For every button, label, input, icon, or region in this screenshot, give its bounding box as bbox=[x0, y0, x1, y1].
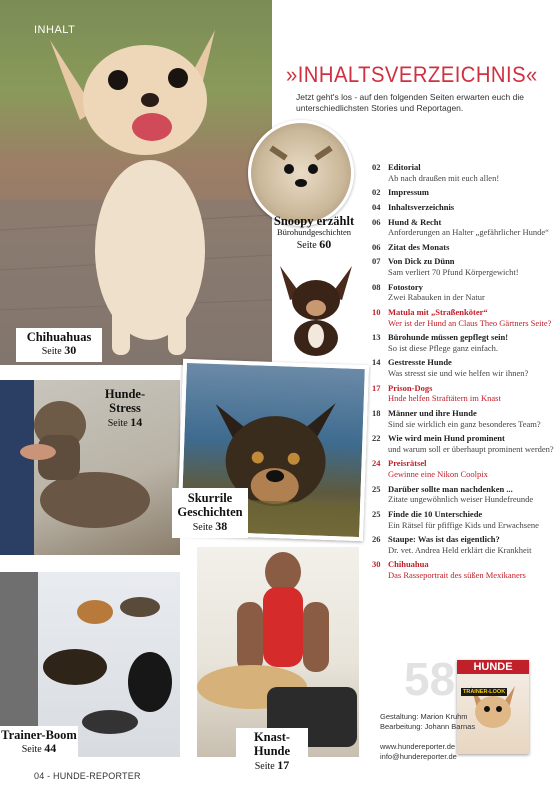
caption-stress-title: Hunde-Stress bbox=[104, 387, 146, 416]
email-link[interactable]: info@hundereporter.de bbox=[380, 752, 457, 762]
caption-snoopy bbox=[272, 214, 356, 252]
toc-entry-body bbox=[388, 559, 526, 580]
toc-entry[interactable] bbox=[372, 307, 554, 328]
caption-knast bbox=[236, 728, 308, 777]
toc-entry-subtitle: Was stresst sie und wie helfen wir ihnen? bbox=[388, 368, 529, 378]
toc-entry-title: Fotostory bbox=[388, 281, 423, 292]
toc-entry[interactable] bbox=[372, 383, 554, 404]
page-label: Seite bbox=[107, 417, 128, 429]
page-number: 30 bbox=[64, 343, 77, 358]
caption-snoopy-page bbox=[272, 238, 356, 252]
chihuahua-photo bbox=[0, 0, 272, 365]
page-number: 14 bbox=[130, 414, 143, 429]
cover-tagline: TRAINER-LOOK bbox=[463, 689, 506, 695]
toc-page-number: 13 bbox=[372, 332, 381, 343]
toc-entry-title: Von Dick zu Dünn bbox=[388, 256, 455, 267]
toc-entry-body bbox=[388, 202, 454, 213]
page-label: Seite bbox=[21, 744, 42, 756]
page-label: Seite bbox=[41, 346, 62, 358]
toc-list bbox=[372, 162, 554, 585]
toc-entry[interactable] bbox=[372, 242, 554, 253]
toc-entry-body bbox=[388, 383, 501, 404]
toc-entry-body bbox=[388, 509, 539, 530]
toc-entry-title: Wie wird mein Hund prominent bbox=[388, 433, 505, 444]
toc-entry-body bbox=[388, 332, 508, 353]
toc-entry-title: Gestresste Hunde bbox=[388, 357, 452, 368]
small-chihuahua-photo bbox=[272, 258, 360, 358]
toc-entry[interactable] bbox=[372, 458, 554, 479]
caption-trainer-page bbox=[0, 742, 78, 756]
toc-entry-body bbox=[388, 307, 551, 328]
caption-trainer bbox=[0, 726, 78, 760]
toc-entry[interactable] bbox=[372, 509, 554, 530]
toc-entry-title: Staupe: Was ist das eigentlich? bbox=[388, 534, 500, 545]
toc-entry-body bbox=[388, 242, 449, 253]
toc-entry[interactable] bbox=[372, 559, 554, 580]
toc-page-number: 06 bbox=[372, 216, 381, 227]
toc-page-number: 04 bbox=[372, 201, 381, 212]
page-folio: 04 - HUNDE-REPORTER bbox=[34, 771, 141, 781]
caption-skurrile-title: Skurrile Geschichten bbox=[177, 491, 243, 520]
knast-hunde-photo bbox=[197, 547, 359, 757]
toc-page-number: 25 bbox=[372, 508, 381, 519]
toc-entry-title: Chihuahua bbox=[388, 559, 429, 570]
caption-chihuahuas-page bbox=[16, 344, 102, 358]
toc-page-number: 02 bbox=[372, 187, 381, 198]
toc-entry[interactable] bbox=[372, 357, 554, 378]
website-link[interactable]: www.hundereporter.de bbox=[380, 742, 456, 751]
caption-skurrile bbox=[172, 488, 248, 538]
toc-entry[interactable] bbox=[372, 408, 554, 429]
page-label: Seite bbox=[192, 521, 213, 533]
toc-entry-body bbox=[388, 187, 429, 198]
magazine-cover[interactable] bbox=[457, 660, 529, 754]
toc-entry-title: Bürohunde müssen gepflegt sein! bbox=[388, 332, 509, 343]
toc-entry-body bbox=[388, 458, 488, 479]
caption-knast-page bbox=[236, 759, 308, 773]
toc-entry-body bbox=[388, 217, 549, 238]
caption-trainer-title: Trainer-Boom bbox=[1, 728, 77, 742]
toc-entry[interactable] bbox=[372, 484, 554, 505]
toc-entry-subtitle: Zitate ungewöhnlich weiser Hundefreunde bbox=[388, 494, 534, 505]
toc-entry-subtitle: Sam verliert 70 Pfund Körpergewicht! bbox=[388, 267, 519, 277]
toc-entry-title: Inhaltsverzeichnis bbox=[388, 201, 455, 212]
toc-entry[interactable] bbox=[372, 282, 554, 303]
toc-entry-body bbox=[388, 357, 528, 378]
snoopy-photo bbox=[248, 120, 354, 226]
credits bbox=[380, 712, 475, 732]
toc-entry[interactable] bbox=[372, 162, 554, 183]
toc-entry-subtitle: Anforderungen an Halter „gefährlicher Hunde“ bbox=[388, 227, 549, 238]
toc-entry-body bbox=[388, 408, 541, 429]
toc-entry-title: Zitat des Monats bbox=[388, 241, 450, 252]
toc-page-number: 25 bbox=[372, 483, 381, 494]
caption-snoopy-subtitle: Bürohundgeschichten bbox=[276, 227, 352, 238]
toc-entry-subtitle: Das Rasseportrait des süßen Mexikaners bbox=[388, 570, 526, 580]
toc-entry-subtitle: Sind sie wirklich ein ganz besonderes Team? bbox=[388, 418, 541, 429]
credit-editing: Bearbeitung: Johann Barnas bbox=[380, 722, 476, 732]
page-number: 17 bbox=[277, 757, 290, 772]
toc-page-number: 07 bbox=[372, 256, 381, 267]
toc-entry[interactable] bbox=[372, 217, 554, 238]
toc-entry-subtitle: Ab nach draußen mit euch allen! bbox=[388, 172, 500, 183]
toc-entry-title: Männer und ihre Hunde bbox=[388, 407, 477, 418]
contact bbox=[380, 742, 457, 762]
toc-entry-subtitle: So ist diese Pflege ganz einfach. bbox=[388, 342, 498, 353]
toc-entry-title: Preisrätsel bbox=[388, 458, 427, 469]
toc-page-number: 24 bbox=[372, 458, 381, 469]
toc-page-number: 14 bbox=[372, 357, 381, 368]
caption-snoopy-title: Snoopy erzählt bbox=[273, 214, 355, 228]
caption-knast-title: Knast-Hunde bbox=[253, 730, 291, 759]
issue-number: 58 bbox=[404, 653, 456, 705]
toc-entry-title: Matula mit „Straßenköter“ bbox=[388, 306, 488, 317]
toc-entry-body bbox=[388, 282, 485, 303]
toc-entry-title: Prison-Dogs bbox=[388, 382, 433, 393]
toc-page-number: 10 bbox=[372, 306, 381, 317]
toc-page-number: 17 bbox=[372, 382, 381, 393]
page-label: Seite bbox=[296, 240, 317, 252]
toc-entry-subtitle: Wer ist der Hund an Claus Theo Gärtners Seite? bbox=[388, 317, 552, 328]
toc-entry[interactable] bbox=[372, 256, 554, 277]
toc-entry-body bbox=[388, 162, 499, 183]
toc-entry-subtitle: Gewinne eine Nikon Coolpix bbox=[388, 469, 488, 479]
section-label: INHALT bbox=[34, 24, 76, 36]
toc-entry[interactable] bbox=[372, 534, 554, 555]
toc-entry-body bbox=[388, 433, 554, 454]
toc-entry[interactable] bbox=[372, 433, 554, 454]
caption-stress-page bbox=[90, 416, 160, 430]
page-number: 60 bbox=[319, 237, 332, 252]
caption-stress bbox=[90, 385, 160, 434]
toc-page-number: 08 bbox=[372, 281, 381, 292]
toc-entry[interactable] bbox=[372, 332, 554, 353]
page-number: 44 bbox=[44, 741, 57, 756]
toc-entry-subtitle: Zwei Rabauken in der Natur bbox=[388, 292, 485, 303]
toc-entry[interactable] bbox=[372, 202, 554, 213]
caption-chihuahuas bbox=[16, 328, 102, 362]
toc-entry-body bbox=[388, 534, 532, 555]
toc-entry[interactable] bbox=[372, 187, 554, 198]
toc-entry-title: Editorial bbox=[388, 162, 421, 172]
toc-entry-body bbox=[388, 484, 533, 505]
toc-entry-title: Darüber sollte man nachdenken ... bbox=[388, 483, 513, 494]
toc-entry-subtitle: Ein Rätsel für pfiffige Kids und Erwachsene bbox=[388, 519, 539, 530]
caption-skurrile-page bbox=[172, 520, 248, 534]
page-title: »INHALTSVERZEICHNIS« bbox=[286, 62, 538, 87]
intro-text: Jetzt geht's los - auf den folgenden Seiten erwarten euch die unterschiedlichsten Stories und Reportagen. bbox=[296, 92, 524, 114]
toc-entry-body bbox=[388, 256, 519, 277]
toc-page-number: 02 bbox=[372, 162, 381, 172]
cover-masthead: HUNDE bbox=[457, 660, 529, 674]
toc-entry-subtitle: und warum soll er überhaupt prominent werden? bbox=[388, 443, 554, 454]
toc-page-number: 26 bbox=[372, 534, 381, 545]
toc-entry-subtitle: Dr. vet. Andrea Held erklärt die Krankheit bbox=[388, 544, 532, 555]
caption-chihuahuas-title: Chihuahuas bbox=[26, 330, 92, 344]
toc-page-number: 06 bbox=[372, 241, 381, 252]
toc-entry-title: Finde die 10 Unterschiede bbox=[388, 508, 483, 519]
credit-design: Gestaltung: Marion Kruhm bbox=[380, 712, 468, 721]
toc-entry-title: Impressum bbox=[388, 187, 429, 198]
toc-entry-subtitle: Hnde helfen Straftätern im Knast bbox=[388, 393, 501, 404]
toc-page-number: 30 bbox=[372, 559, 381, 570]
toc-entry-title: Hund & Recht bbox=[388, 216, 442, 227]
page-number: 38 bbox=[215, 518, 228, 533]
toc-page-number: 22 bbox=[372, 433, 381, 444]
page-label: Seite bbox=[254, 760, 275, 772]
toc-page-number: 18 bbox=[372, 407, 381, 418]
